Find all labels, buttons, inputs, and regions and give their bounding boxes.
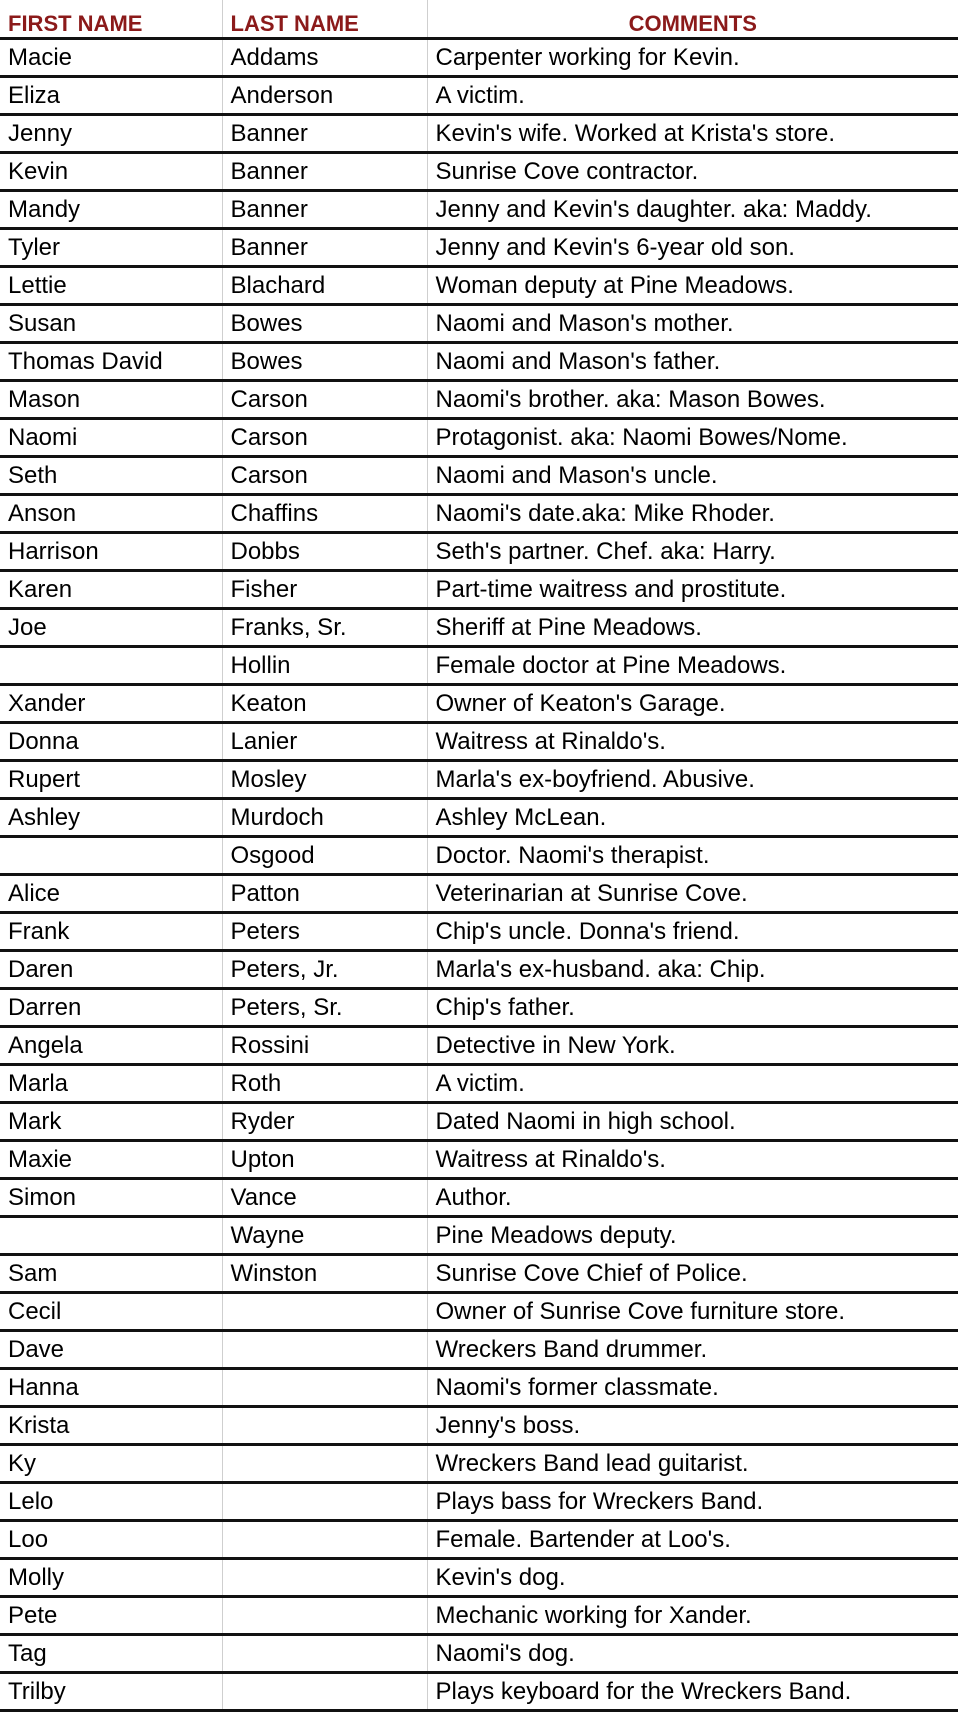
- table-row: [0, 1407, 958, 1445]
- first-name-cell: Pete: [0, 1597, 222, 1635]
- last-name-cell: Banner: [222, 229, 427, 267]
- last-name-cell: Wayne: [222, 1217, 427, 1255]
- header-row: [0, 0, 958, 39]
- table-row: [0, 837, 958, 875]
- last-name-cell: Carson: [222, 381, 427, 419]
- comment-cell: Naomi's dog.: [427, 1635, 958, 1673]
- first-name-cell: Mark: [0, 1103, 222, 1141]
- table-row: [0, 1217, 958, 1255]
- table-row: [0, 1521, 958, 1559]
- last-name-cell: Banner: [222, 115, 427, 153]
- comment-cell: Seth's partner. Chef. aka: Harry.: [427, 533, 958, 571]
- first-name-cell: Susan: [0, 305, 222, 343]
- comment-cell: Naomi and Mason's father.: [427, 343, 958, 381]
- first-name-cell: Maxie: [0, 1141, 222, 1179]
- table-row: [0, 685, 958, 723]
- last-name-cell: Banner: [222, 191, 427, 229]
- table-row: [0, 1141, 958, 1179]
- comment-cell: Detective in New York.: [427, 1027, 958, 1065]
- first-name-cell: [0, 837, 222, 875]
- comment-cell: Plays bass for Wreckers Band.: [427, 1483, 958, 1521]
- last-name-cell: Upton: [222, 1141, 427, 1179]
- table-row: [0, 875, 958, 913]
- table-row: [0, 153, 958, 191]
- table-row: [0, 1635, 958, 1673]
- first-name-cell: [0, 647, 222, 685]
- first-name-cell: Molly: [0, 1559, 222, 1597]
- first-name-cell: Frank: [0, 913, 222, 951]
- comment-cell: Marla's ex-boyfriend. Abusive.: [427, 761, 958, 799]
- comment-cell: Owner of Keaton's Garage.: [427, 685, 958, 723]
- last-name-cell: Blachard: [222, 267, 427, 305]
- header-last-name: LAST NAME: [222, 0, 427, 39]
- comment-cell: Protagonist. aka: Naomi Bowes/Nome.: [427, 419, 958, 457]
- comment-cell: Chip's father.: [427, 989, 958, 1027]
- table-row: [0, 647, 958, 685]
- comment-cell: Naomi's date.aka: Mike Rhoder.: [427, 495, 958, 533]
- last-name-cell: Bowes: [222, 343, 427, 381]
- last-name-cell: Keaton: [222, 685, 427, 723]
- first-name-cell: Eliza: [0, 77, 222, 115]
- comment-cell: Sheriff at Pine Meadows.: [427, 609, 958, 647]
- table-row: [0, 723, 958, 761]
- comment-cell: Pine Meadows deputy.: [427, 1217, 958, 1255]
- table-row: [0, 1559, 958, 1597]
- comment-cell: Doctor. Naomi's therapist.: [427, 837, 958, 875]
- comment-cell: A victim.: [427, 77, 958, 115]
- table-row: [0, 343, 958, 381]
- first-name-cell: Jenny: [0, 115, 222, 153]
- last-name-cell: [222, 1407, 427, 1445]
- comment-cell: Plays keyboard for the Wreckers Band.: [427, 1673, 958, 1711]
- comment-cell: Naomi's brother. aka: Mason Bowes.: [427, 381, 958, 419]
- table-row: [0, 609, 958, 647]
- comment-cell: Part-time waitress and prostitute.: [427, 571, 958, 609]
- last-name-cell: Winston: [222, 1255, 427, 1293]
- table-row: [0, 571, 958, 609]
- last-name-cell: Murdoch: [222, 799, 427, 837]
- last-name-cell: Patton: [222, 875, 427, 913]
- table-row: [0, 761, 958, 799]
- table-row: [0, 457, 958, 495]
- last-name-cell: Carson: [222, 457, 427, 495]
- table-row: [0, 39, 958, 77]
- comment-cell: Marla's ex-husband. aka: Chip.: [427, 951, 958, 989]
- last-name-cell: Roth: [222, 1065, 427, 1103]
- first-name-cell: Kevin: [0, 153, 222, 191]
- table-row: [0, 305, 958, 343]
- comment-cell: Jenny and Kevin's 6-year old son.: [427, 229, 958, 267]
- last-name-cell: Lanier: [222, 723, 427, 761]
- first-name-cell: Tyler: [0, 229, 222, 267]
- last-name-cell: [222, 1521, 427, 1559]
- table-row: [0, 1103, 958, 1141]
- comment-cell: Sunrise Cove contractor.: [427, 153, 958, 191]
- first-name-cell: Harrison: [0, 533, 222, 571]
- last-name-cell: Addams: [222, 39, 427, 77]
- first-name-cell: Mason: [0, 381, 222, 419]
- table-row: [0, 1483, 958, 1521]
- first-name-cell: Lelo: [0, 1483, 222, 1521]
- table-row: [0, 1331, 958, 1369]
- first-name-cell: Angela: [0, 1027, 222, 1065]
- last-name-cell: Ryder: [222, 1103, 427, 1141]
- last-name-cell: Vance: [222, 1179, 427, 1217]
- comment-cell: Mechanic working for Xander.: [427, 1597, 958, 1635]
- last-name-cell: Chaffins: [222, 495, 427, 533]
- comment-cell: Naomi and Mason's mother.: [427, 305, 958, 343]
- last-name-cell: Peters, Jr.: [222, 951, 427, 989]
- table-row: [0, 381, 958, 419]
- last-name-cell: Carson: [222, 419, 427, 457]
- first-name-cell: Tag: [0, 1635, 222, 1673]
- comment-cell: Ashley McLean.: [427, 799, 958, 837]
- table-row: [0, 229, 958, 267]
- first-name-cell: Daren: [0, 951, 222, 989]
- comment-cell: Naomi and Mason's uncle.: [427, 457, 958, 495]
- first-name-cell: Donna: [0, 723, 222, 761]
- first-name-cell: Krista: [0, 1407, 222, 1445]
- comment-cell: Waitress at Rinaldo's.: [427, 1141, 958, 1179]
- table-row: [0, 1255, 958, 1293]
- last-name-cell: Anderson: [222, 77, 427, 115]
- last-name-cell: Dobbs: [222, 533, 427, 571]
- comment-cell: Female doctor at Pine Meadows.: [427, 647, 958, 685]
- comment-cell: Female. Bartender at Loo's.: [427, 1521, 958, 1559]
- first-name-cell: Alice: [0, 875, 222, 913]
- first-name-cell: Anson: [0, 495, 222, 533]
- table-header: [0, 0, 958, 39]
- table-row: [0, 495, 958, 533]
- last-name-cell: [222, 1559, 427, 1597]
- first-name-cell: Karen: [0, 571, 222, 609]
- table-row: [0, 913, 958, 951]
- last-name-cell: [222, 1445, 427, 1483]
- table-row: [0, 115, 958, 153]
- last-name-cell: [222, 1293, 427, 1331]
- table-row: [0, 1027, 958, 1065]
- first-name-cell: Sam: [0, 1255, 222, 1293]
- first-name-cell: Mandy: [0, 191, 222, 229]
- first-name-cell: Lettie: [0, 267, 222, 305]
- table-body: [0, 39, 958, 1711]
- comment-cell: Jenny's boss.: [427, 1407, 958, 1445]
- first-name-cell: Joe: [0, 609, 222, 647]
- comment-cell: Author.: [427, 1179, 958, 1217]
- table-row: [0, 1597, 958, 1635]
- last-name-cell: Banner: [222, 153, 427, 191]
- table-row: [0, 1065, 958, 1103]
- comment-cell: Kevin's dog.: [427, 1559, 958, 1597]
- table-row: [0, 989, 958, 1027]
- table-row: [0, 1445, 958, 1483]
- first-name-cell: Ky: [0, 1445, 222, 1483]
- comment-cell: Chip's uncle. Donna's friend.: [427, 913, 958, 951]
- comment-cell: Woman deputy at Pine Meadows.: [427, 267, 958, 305]
- first-name-cell: Hanna: [0, 1369, 222, 1407]
- comment-cell: Naomi's former classmate.: [427, 1369, 958, 1407]
- last-name-cell: Fisher: [222, 571, 427, 609]
- comment-cell: Sunrise Cove Chief of Police.: [427, 1255, 958, 1293]
- last-name-cell: Rossini: [222, 1027, 427, 1065]
- first-name-cell: Trilby: [0, 1673, 222, 1711]
- first-name-cell: Thomas David: [0, 343, 222, 381]
- table-row: [0, 951, 958, 989]
- table-row: [0, 191, 958, 229]
- table-row: [0, 1673, 958, 1711]
- comment-cell: Wreckers Band drummer.: [427, 1331, 958, 1369]
- table-row: [0, 77, 958, 115]
- last-name-cell: Peters: [222, 913, 427, 951]
- header-comments: COMMENTS: [427, 0, 958, 39]
- comment-cell: Kevin's wife. Worked at Krista's store.: [427, 115, 958, 153]
- first-name-cell: Seth: [0, 457, 222, 495]
- first-name-cell: Marla: [0, 1065, 222, 1103]
- last-name-cell: [222, 1597, 427, 1635]
- first-name-cell: Ashley: [0, 799, 222, 837]
- table-row: [0, 1369, 958, 1407]
- last-name-cell: [222, 1635, 427, 1673]
- last-name-cell: Hollin: [222, 647, 427, 685]
- last-name-cell: Franks, Sr.: [222, 609, 427, 647]
- comment-cell: Waitress at Rinaldo's.: [427, 723, 958, 761]
- comment-cell: A victim.: [427, 1065, 958, 1103]
- comment-cell: Wreckers Band lead guitarist.: [427, 1445, 958, 1483]
- header-first-name: FIRST NAME: [0, 0, 222, 39]
- table-row: [0, 533, 958, 571]
- last-name-cell: Mosley: [222, 761, 427, 799]
- first-name-cell: Xander: [0, 685, 222, 723]
- first-name-cell: [0, 1217, 222, 1255]
- last-name-cell: [222, 1483, 427, 1521]
- table-row: [0, 1179, 958, 1217]
- first-name-cell: Rupert: [0, 761, 222, 799]
- comment-cell: Dated Naomi in high school.: [427, 1103, 958, 1141]
- last-name-cell: Osgood: [222, 837, 427, 875]
- first-name-cell: Naomi: [0, 419, 222, 457]
- last-name-cell: Bowes: [222, 305, 427, 343]
- first-name-cell: Dave: [0, 1331, 222, 1369]
- last-name-cell: [222, 1331, 427, 1369]
- comment-cell: Jenny and Kevin's daughter. aka: Maddy.: [427, 191, 958, 229]
- comment-cell: Carpenter working for Kevin.: [427, 39, 958, 77]
- first-name-cell: Simon: [0, 1179, 222, 1217]
- table-row: [0, 267, 958, 305]
- first-name-cell: Cecil: [0, 1293, 222, 1331]
- table-row: [0, 1293, 958, 1331]
- first-name-cell: Darren: [0, 989, 222, 1027]
- table-row: [0, 799, 958, 837]
- last-name-cell: Peters, Sr.: [222, 989, 427, 1027]
- last-name-cell: [222, 1369, 427, 1407]
- first-name-cell: Macie: [0, 39, 222, 77]
- first-name-cell: Loo: [0, 1521, 222, 1559]
- comment-cell: Owner of Sunrise Cove furniture store.: [427, 1293, 958, 1331]
- last-name-cell: [222, 1673, 427, 1711]
- table-row: [0, 419, 958, 457]
- comment-cell: Veterinarian at Sunrise Cove.: [427, 875, 958, 913]
